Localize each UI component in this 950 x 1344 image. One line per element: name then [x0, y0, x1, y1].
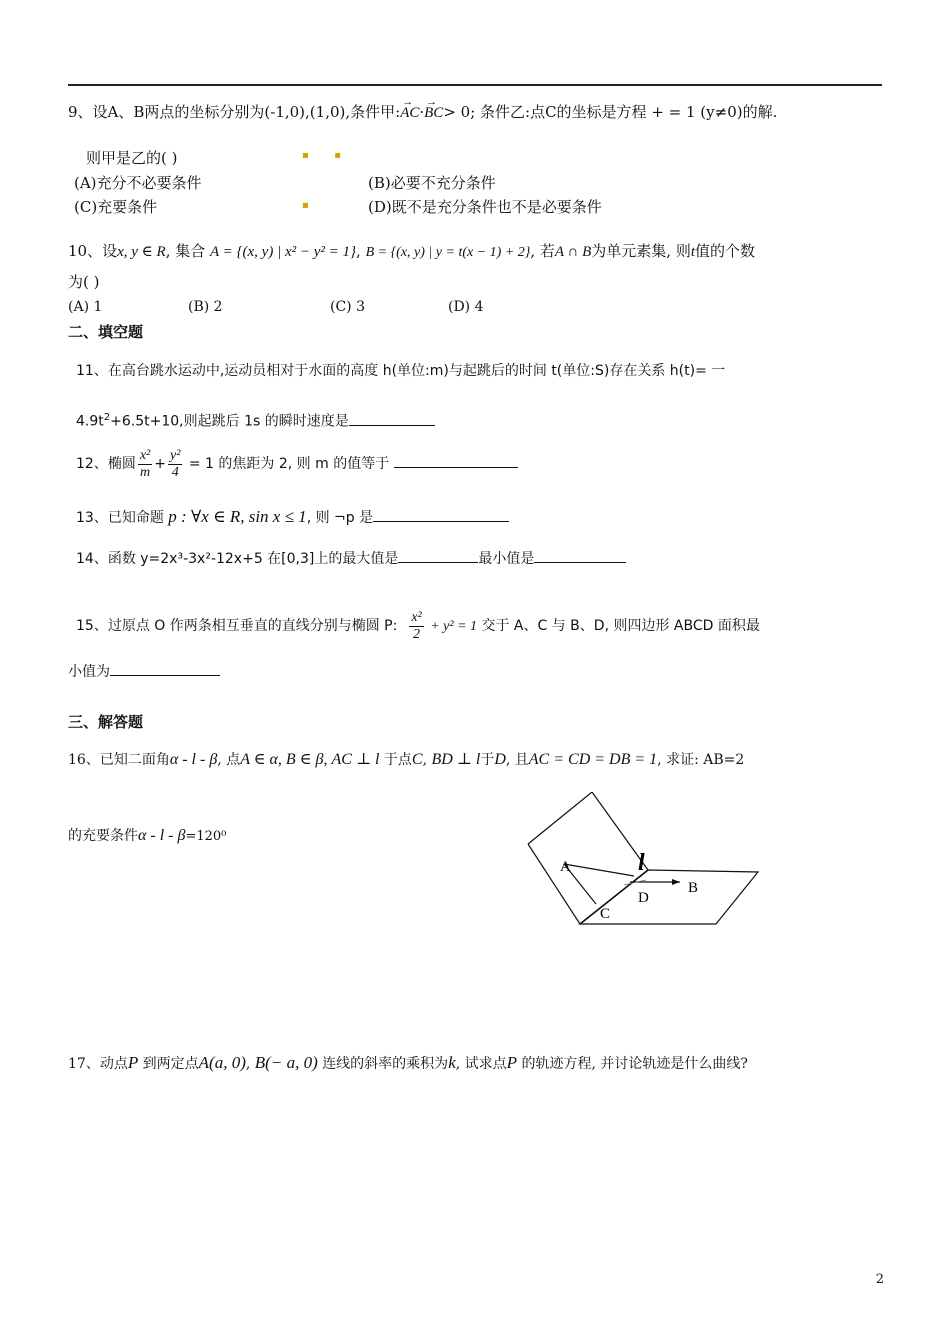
q11-line2: $4.9t^2+6.5t+10$,则起跳后 1s 的瞬时速度是: [76, 408, 435, 432]
q9-option-a: (A)充分不必要条件: [74, 174, 202, 192]
fraction-y2-over-4: $\frac{\text{y²}}{4}$: [169, 447, 181, 480]
q10-line1: 10、设x, y ∈ R, 集合 A = {(x, y) | x² − y² = 1}, B = {(x, y) | y = t(x − 1) + 2}, 若A ∩ B为单元素集, 则t值的个数: [68, 242, 756, 260]
fraction-x2-over-2: $\frac{\text{x²}}{2}$: [411, 609, 422, 642]
q14-line: 14、函数 y=2x³-3x²-12x+5 在[0,3]上的最大值是 最小值是: [76, 548, 626, 569]
q17-line: 17、动点P 到两定点A(a, 0), B(− a, 0) 连线的斜率的乘积为k, 试求点P 的轨迹方程, 并讨论轨迹是什么曲线?: [68, 1053, 748, 1072]
plane-alpha-edge: [528, 844, 580, 924]
dihedral-angle-diagram: [520, 792, 770, 932]
q14-max-blank[interactable]: [398, 548, 478, 563]
header-rule: [68, 84, 882, 86]
q9-line1: 9、设A、B两点的坐标分别为(-1,0),(1,0),条件甲:→ AC·→ BC> 0; 条件乙:点C的坐标是方程 + = 1 (y≠0)的解.: [68, 102, 777, 123]
label-c: C: [600, 906, 611, 922]
label-l: l: [638, 850, 645, 876]
section-heading-fill-in: 二、填空题: [68, 323, 144, 341]
decorative-dots: ▪ ▪: [302, 150, 341, 161]
q16-line2: 的充要条件α - l - β=120⁰: [68, 827, 227, 844]
q16-line1: 16、已知二面角α - l - β, 点A ∈ α, B ∈ β, AC ⊥ l 于点C, BD ⊥ l于D, 且AC = CD = DB = 1, 求证: AB=2: [68, 751, 745, 768]
plane-alpha: [528, 792, 648, 870]
q12-line: 12、椭圆 $\frac{\text{x²}}{m}$ + $\frac{\text{y²}}{4}$ = 1 的焦距为 2, 则 m 的值等于: [76, 444, 518, 484]
q9-option-b: (B)必要不充分条件: [368, 174, 496, 192]
arrowhead-b: [672, 879, 680, 885]
set-b: B = {(x, y) | y = t(x − 1) + 2}: [365, 245, 531, 260]
q15-answer-blank[interactable]: [110, 661, 220, 676]
q11-answer-blank[interactable]: [349, 411, 435, 426]
q10-option-c: (C) 3: [330, 299, 365, 315]
q15-line1: 15、过原点 O 作两条相互垂直的直线分别与椭圆 P: $\frac{\text{x²}}{2}$ + y² = 1 交于 A、C 与 B、D, 则四边形 ABCD 面积最: [76, 609, 760, 642]
vector-ac: → AC: [400, 103, 419, 123]
label-d: D: [638, 890, 649, 906]
fraction-x2-over-m: $\frac{\text{x²}}{m}$: [139, 447, 151, 480]
vector-bc: → BC: [424, 103, 443, 123]
q9-line2: 则甲是乙的( ): [86, 149, 178, 167]
q12-answer-blank[interactable]: [394, 453, 518, 468]
page-number: 2: [875, 1272, 884, 1287]
q14-min-blank[interactable]: [534, 548, 626, 563]
q9-option-c: (C)充要条件: [74, 198, 158, 216]
decorative-dot: ▪: [302, 200, 309, 211]
set-a: A = {(x, y) | x² − y² = 1}: [210, 244, 357, 260]
q10-option-d: (D) 4: [448, 299, 484, 315]
q13-answer-blank[interactable]: [373, 507, 509, 522]
proposition-p: p : ∀x ∈ R, sin x ≤ 1: [168, 507, 307, 526]
q9-option-d: (D)既不是充分条件也不是必要条件: [368, 198, 602, 216]
section-heading-solutions: 三、解答题: [68, 713, 144, 731]
label-a: A: [560, 859, 571, 875]
segment-ac: [564, 864, 634, 876]
label-b: B: [688, 880, 699, 896]
q10-option-b: (B) 2: [188, 299, 223, 315]
q15-line2: 小值为: [68, 661, 220, 682]
q11-line1: 11、在高台跳水运动中,运动员相对于水面的高度 h(单位:m)与起跳后的时间 t(单位:S)存在关系 h(t)= 一: [76, 363, 726, 379]
q10-option-a: (A) 1: [68, 299, 103, 315]
q10-line2: 为( ): [68, 273, 100, 291]
q13-line: 13、已知命题 p : ∀x ∈ R, sin x ≤ 1, 则 ¬p 是: [76, 505, 509, 530]
